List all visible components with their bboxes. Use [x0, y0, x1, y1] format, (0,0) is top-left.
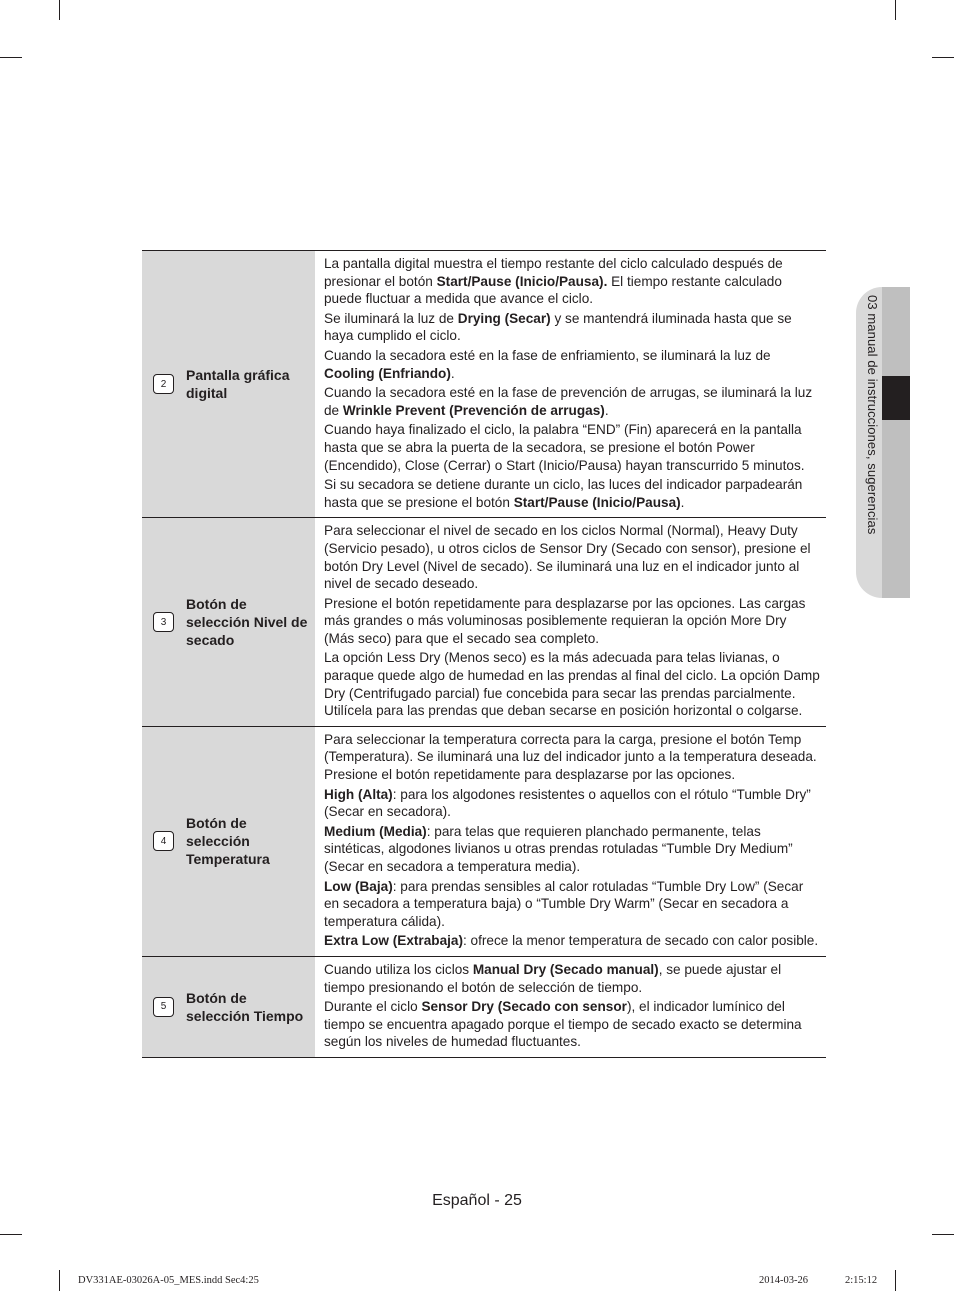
text-run: : para los algodones resistentes o aquellos con el rótulo “Tumble Dry” (Secar en secadora). [324, 786, 811, 820]
control-number-badge: 2 [153, 374, 174, 394]
table-row [142, 518, 826, 727]
description-paragraph [324, 595, 820, 648]
control-label-cell [142, 251, 315, 518]
bold-term: Sensor Dry (Secado con sensor [421, 999, 627, 1015]
description-paragraph [324, 347, 820, 382]
text-run: . [450, 365, 455, 381]
print-date: 2014-03-26 [759, 1275, 808, 1286]
control-number-badge: 5 [153, 997, 174, 1017]
description-paragraph [324, 476, 820, 511]
page-number: Español - 25 [432, 1192, 522, 1209]
crop-mark [59, 1270, 60, 1291]
print-time: 2:15:12 [845, 1275, 878, 1286]
control-label-cell [142, 726, 315, 956]
text-run: Cuando utiliza los ciclos [324, 961, 473, 977]
description-paragraph [324, 878, 820, 931]
control-number-badge: 4 [153, 831, 174, 851]
bold-term: High (Alta) [324, 786, 393, 802]
control-label-cell [142, 956, 315, 1057]
crop-mark [0, 1234, 22, 1235]
control-description-cell [315, 251, 826, 518]
bold-term: Wrinkle Prevent (Prevención de arrugas) [342, 402, 605, 418]
control-name: Botón de selección Tiempo [186, 989, 304, 1024]
description-paragraph [324, 731, 820, 784]
description-paragraph [324, 522, 820, 592]
text-run: Para seleccionar el nivel de secado en los ciclos Normal (Normal), Heavy Duty (Servicio pesado), u otros ciclos de Sensor Dry (Secado con sensor), presione el botón Dry Level (Nivel de secado). Se iluminará una luz en el indicador junto al nivel de secado deseado. [324, 523, 811, 592]
control-panel-table [142, 250, 826, 1058]
text-run: Para seleccionar la temperatura correcta para la carga, presione el botón Temp (Temperatura). Se iluminará una luz del indicador junto a la temperatura deseada. Presione el botón repetidamente para desplazarse por las opciones. [324, 731, 817, 783]
description-paragraph [324, 961, 820, 996]
bold-term: Start/Pause (Inicio/Pausa) [513, 494, 681, 510]
control-name: Pantalla gráfica digital [186, 367, 290, 402]
control-number-badge: 3 [153, 612, 174, 632]
text-run: Se iluminará la luz de [324, 310, 458, 326]
description-paragraph [324, 421, 820, 474]
bold-term: Low (Baja) [324, 878, 393, 894]
text-run: El tiempo restante calculado puede fluctuar a medida que avance el ciclo. [324, 273, 782, 307]
chapter-tab-label: 03 manual de instrucciones, sugerencias [865, 295, 880, 535]
text-run: : para prendas sensibles al calor rotuladas “Tumble Dry Low” (Secar en secadora a temperatura baja) o “Tumble Dry Warm” (Secar en secadora a temperatura cálida). [324, 878, 804, 929]
crop-mark [932, 57, 954, 58]
text-run: Durante el ciclo [324, 999, 422, 1015]
control-description-cell [315, 518, 826, 727]
control-name: Botón de selección Temperatura [186, 815, 270, 868]
text-run: , se puede ajustar el tiempo presionando el botón de selección de tiempo. [324, 961, 782, 995]
crop-mark [0, 57, 22, 58]
bold-term: Medium (Media) [324, 823, 427, 839]
text-run: Si su secadora se detiene durante un ciclo, las luces del indicador parpadearán hasta que se presione el botón [324, 477, 803, 510]
control-description-cell [315, 956, 826, 1057]
control-description-cell [315, 726, 826, 956]
text-run: Cuando haya finalizado el ciclo, la palabra “END” (Fin) aparecerá en la pantalla hasta que se abra la puerta de la secadora, se presione el botón Power (Encendido), Close (Cerrar) o Start (Inicio/Pausa) hayan transcurrido 5 minutos. [324, 422, 805, 473]
text-run: Cuando la secadora esté en la fase de enfriamiento, se iluminará la luz de [324, 347, 771, 363]
description-paragraph [324, 384, 820, 419]
text-run: . [680, 494, 685, 510]
crop-mark [59, 0, 60, 20]
description-paragraph [324, 786, 820, 821]
bold-term: Drying (Secar) [457, 310, 551, 326]
text-run: : para telas que requieren planchado permanente, telas sintéticas, algodones livianos u otras prendas rotuladas “Tumble Dry Medium” (Secar en secadora a temperatura media). [324, 823, 793, 874]
text-run: La opción Less Dry (Menos seco) es la más adecuada para telas livianas, o paraque quede algo de humedad en las prendas al final del ciclo. La opción Damp Dry (Centrifugado parcial) fue concebida para secar las prendas parcialmente. Utilícela para las prendas que deban secarse en posición horizontal o colgarse. [324, 650, 820, 719]
description-paragraph [324, 310, 820, 345]
text-run: Cuando la secadora esté en la fase de prevención de arrugas, se iluminará la luz de [324, 385, 813, 418]
description-paragraph [324, 932, 820, 950]
crop-mark [895, 1270, 896, 1291]
control-name: Botón de selección Nivel de secado [186, 596, 308, 649]
description-paragraph [324, 998, 820, 1051]
text-run: Presione el botón repetidamente para desplazarse por las opciones. Las cargas más grandes o más voluminosas posiblemente requieran la opción More Dry (Más seco) para que el secado sea completo. [324, 595, 806, 646]
text-run: La pantalla digital muestra el tiempo restante del ciclo calculado después de presionar el botón [324, 256, 783, 289]
chapter-tab-marker [882, 376, 910, 420]
description-paragraph [324, 649, 820, 719]
bold-term: Start/Pause (Inicio/Pausa). [436, 273, 608, 289]
description-paragraph [324, 255, 820, 308]
table-row [142, 956, 826, 1057]
bold-term: Extra Low (Extrabaja) [324, 933, 463, 949]
bold-term: Cooling (Enfriando) [324, 365, 451, 381]
chapter-tab-strip [882, 287, 910, 598]
control-label-cell [142, 518, 315, 727]
description-paragraph [324, 823, 820, 876]
crop-mark [895, 0, 896, 20]
text-run: ), el indicador lumínico del tiempo se encuentra apagado porque el tiempo de secado exacto se determina según los niveles de humedad fluctuantes. [324, 999, 802, 1050]
text-run: . [604, 402, 609, 418]
text-run: y se mantendrá iluminada hasta que se haya cumplido el ciclo. [324, 310, 792, 344]
print-file-info: DV331AE-03026A-05_MES.indd Sec4:25 [78, 1275, 259, 1286]
table-row [142, 251, 826, 518]
text-run: : ofrece la menor temperatura de secado con calor posible. [463, 933, 819, 949]
table-row [142, 726, 826, 956]
crop-mark [932, 1234, 954, 1235]
bold-term: Manual Dry (Secado manual) [472, 961, 659, 977]
